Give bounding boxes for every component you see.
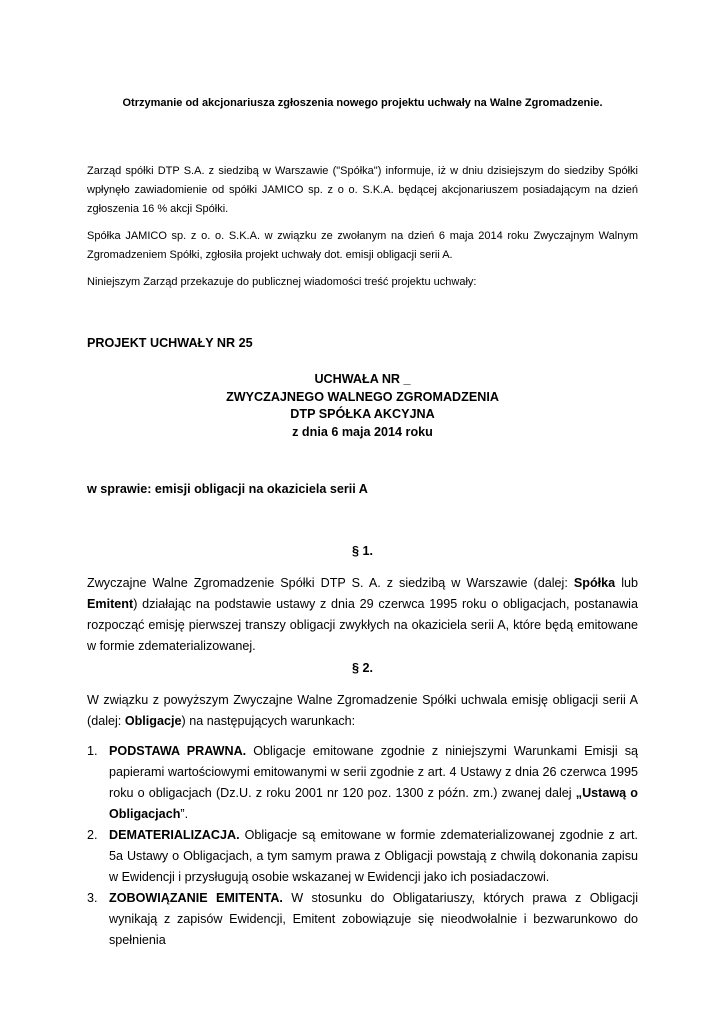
section-1-text: Zwyczajne Walne Zgromadzenie Spółki DTP S. A. z siedzibą w Warszawie (dalej:	[87, 576, 574, 590]
list-item-text	[109, 741, 638, 825]
list-item-number: 1.	[87, 744, 98, 758]
term-obligacje: Obligacje	[124, 714, 182, 728]
intro-paragraph-2: Spółka JAMICO sp. z o. o. S.K.A. w związku ze zwołanym na dzień 6 maja 2014 roku Zwyczajnym Walnym Zgromadzeniem Spółki, zgłosiła projekt uchwały dot. emisji obligacji serii A.	[87, 230, 638, 261]
resolution-date: z dnia 6 maja 2014 roku	[292, 424, 433, 439]
term-spolka: Spółka	[573, 576, 616, 590]
section-1-text: ) działając na podstawie ustawy z dnia 29 czerwca 1995 roku o obligacjach, postanawia rozpocząć emisję pierwszej transzy obligacji zwykłych na okaziciela serii A, które będą emitowane w formie zdematerializowanej.	[87, 597, 638, 653]
list-item-text	[109, 888, 638, 951]
resolution-assembly: ZWYCZAJNEGO WALNEGO ZGROMADZENIA	[226, 389, 499, 404]
list-item-body: Obligacje są emitowane w formie zdematerializowanej zgodnie z art. 5a Ustawy o Obligacjach, a tym samym prawa z Obligacji powstają z chwilą dokonania zapisu w Ewidencji i przysługują osobie wskazanej w Ewidencji jako ich posiadaczowi.	[109, 828, 638, 884]
resolution-company: DTP SPÓŁKA AKCYJNA	[290, 407, 435, 421]
document-title: Otrzymanie od akcjonariusza zgłoszenia nowego projektu uchwały na Walne Zgromadzenie.	[122, 97, 603, 109]
list-item-number: 2.	[87, 828, 98, 842]
term-ustawa: „Ustawą o Obligacjach	[109, 786, 638, 821]
project-heading: PROJEKT UCHWAŁY NR 25	[87, 336, 253, 350]
list-item-label: PODSTAWA PRAWNA.	[109, 744, 247, 758]
section-2-paragraph	[87, 690, 638, 732]
list-item	[87, 888, 638, 951]
intro-paragraph-1: Zarząd spółki DTP S.A. z siedzibą w Warszawie ("Spółka") informuje, iż w dniu dzisiejszym do siedziby Spółki wpłynęło zawiadomienie od spółki JAMICO sp. z o o. S.K.A. będącej akcjonariuszem posiadającym na dzień zgłoszenia 16 % akcji Spółki.	[87, 165, 638, 215]
resolution-header	[0, 371, 725, 441]
resolution-number: UCHWAŁA NR _	[314, 372, 411, 386]
list-item-body: W stosunku do Obligatariuszy, których prawa z Obligacji wynikają z zapisów Ewidencji, Emitent zobowiązuje się nieodwołalnie i bezwarunkowo do spełnienia	[109, 891, 638, 947]
section-1-paragraph	[87, 573, 638, 657]
section-1-heading: § 1.	[351, 544, 373, 558]
conditions-list	[87, 741, 638, 951]
list-item	[87, 741, 638, 825]
section-2-text: W związku z powyższym Zwyczajne Walne Zgromadzenie Spółki uchwala emisję obligacji serii A (dalej:	[87, 693, 638, 728]
list-item-body: Obligacje emitowane zgodnie z niniejszymi Warunkami Emisji są papierami wartościowymi emitowanymi w serii zgodnie z art. 4 Ustawy z dnia 26 czerwca 1995 roku o obligacjach (Dz.U. z roku 2001 nr 120 poz. 1300 z późn. zm.) zwanej dalej	[109, 744, 638, 800]
resolution-subject: w sprawie: emisji obligacji na okaziciela serii A	[87, 482, 368, 496]
section-1-text: lub	[615, 576, 639, 590]
list-item-label: DEMATERIALIZACJA.	[109, 828, 240, 842]
list-item-number: 3.	[87, 891, 98, 905]
section-2-heading: § 2.	[351, 661, 373, 675]
list-item-label: ZOBOWIĄZANIE EMITENTA.	[109, 891, 283, 905]
intro-paragraph-3: Niniejszym Zarząd przekazuje do publicznej wiadomości treść projektu uchwały:	[87, 276, 477, 288]
term-emitent: Emitent	[87, 597, 134, 611]
list-item-text	[109, 825, 638, 888]
list-item	[87, 825, 638, 888]
list-item-tail: ”.	[180, 807, 189, 821]
section-2-text: ) na następujących warunkach:	[181, 714, 356, 728]
